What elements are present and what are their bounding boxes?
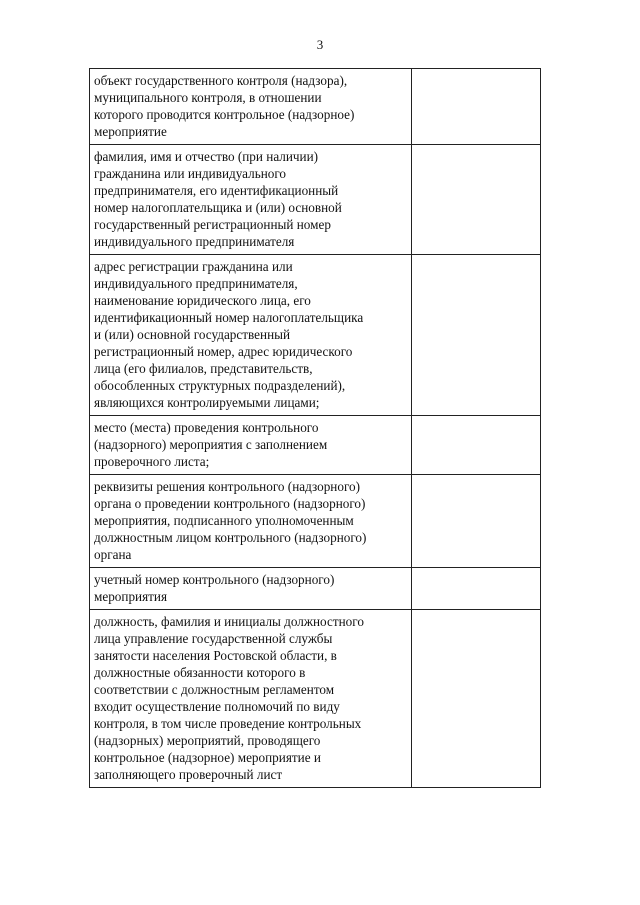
row-label-cell xyxy=(90,69,412,145)
row-label-line: мероприятие xyxy=(94,124,167,139)
row-label-line: занятости населения Ростовской области, в xyxy=(94,648,337,663)
table-row xyxy=(90,255,541,416)
table-row xyxy=(90,69,541,145)
row-label-line: гражданина или индивидуального xyxy=(94,166,287,181)
row-label-line: мероприятия xyxy=(94,589,168,604)
table-row xyxy=(90,610,541,788)
row-label-line: и (или) основной государственный xyxy=(94,327,291,342)
row-label-line: идентификационный номер налогоплательщика xyxy=(94,310,364,325)
row-label-line: (надзорного) мероприятия с заполнением xyxy=(94,437,328,452)
row-label-line: органа xyxy=(94,547,132,562)
row-value-cell[interactable] xyxy=(412,568,541,610)
row-value-cell[interactable] xyxy=(412,69,541,145)
row-label-line: адрес регистрации гражданина или xyxy=(94,259,293,274)
row-label-line: органа о проведении контрольного (надзорного) xyxy=(94,496,366,511)
row-label-line: фамилия, имя и отчество (при наличии) xyxy=(94,149,319,164)
row-label-line: которого проводится контрольное (надзорное) xyxy=(94,107,355,122)
row-label-line: должностные обязанности которого в xyxy=(94,665,306,680)
row-value-cell[interactable] xyxy=(412,145,541,255)
row-label-line: реквизиты решения контрольного (надзорного) xyxy=(94,479,361,494)
row-label-line: регистрационный номер, адрес юридического xyxy=(94,344,353,359)
row-label-line: индивидуального предпринимателя, xyxy=(94,276,298,291)
row-label-cell xyxy=(90,475,412,568)
row-label-cell xyxy=(90,255,412,416)
row-label-line: лица управление государственной службы xyxy=(94,631,333,646)
row-label-line: мероприятия, подписанного уполномоченным xyxy=(94,513,354,528)
page-number: 3 xyxy=(316,37,324,52)
table-row xyxy=(90,416,541,475)
row-label-cell xyxy=(90,416,412,475)
row-label-cell xyxy=(90,610,412,788)
row-label-line: проверочного листа; xyxy=(94,454,210,469)
table-row xyxy=(90,475,541,568)
row-label-line: контрольное (надзорное) мероприятие и xyxy=(94,750,321,765)
row-label-line: обособленных структурных подразделений), xyxy=(94,378,346,393)
checklist-info-table xyxy=(89,68,541,788)
row-label-cell xyxy=(90,568,412,610)
table-row xyxy=(90,145,541,255)
row-label-line: предпринимателя, его идентификационный xyxy=(94,183,339,198)
row-label-line: номер налогоплательщика и (или) основной xyxy=(94,200,342,215)
row-label-line: государственный регистрационный номер xyxy=(94,217,331,232)
row-value-cell[interactable] xyxy=(412,255,541,416)
table-row xyxy=(90,568,541,610)
row-value-cell[interactable] xyxy=(412,475,541,568)
row-label-line: учетный номер контрольного (надзорного) xyxy=(94,572,335,587)
row-label-line: входит осуществление полномочий по виду xyxy=(94,699,340,714)
row-label-line: должностным лицом контрольного (надзорного) xyxy=(94,530,367,545)
row-label-line: индивидуального предпринимателя xyxy=(94,234,295,249)
row-label-line: заполняющего проверочный лист xyxy=(94,767,283,782)
row-label-cell xyxy=(90,145,412,255)
row-label-line: объект государственного контроля (надзора), xyxy=(94,73,348,88)
row-label-line: лица (его филиалов, представительств, xyxy=(94,361,313,376)
row-label-line: (надзорных) мероприятий, проводящего xyxy=(94,733,321,748)
row-value-cell[interactable] xyxy=(412,416,541,475)
row-label-line: контроля, в том числе проведение контрольных xyxy=(94,716,362,731)
row-label-line: место (места) проведения контрольного xyxy=(94,420,319,435)
row-value-cell[interactable] xyxy=(412,610,541,788)
row-label-line: должность, фамилия и инициалы должностного xyxy=(94,614,364,629)
table-body xyxy=(90,69,541,788)
row-label-line: муниципального контроля, в отношении xyxy=(94,90,322,105)
row-label-line: являющихся контролируемыми лицами; xyxy=(94,395,320,410)
row-label-line: соответствии с должностным регламентом xyxy=(94,682,335,697)
row-label-line: наименование юридического лица, его xyxy=(94,293,311,308)
